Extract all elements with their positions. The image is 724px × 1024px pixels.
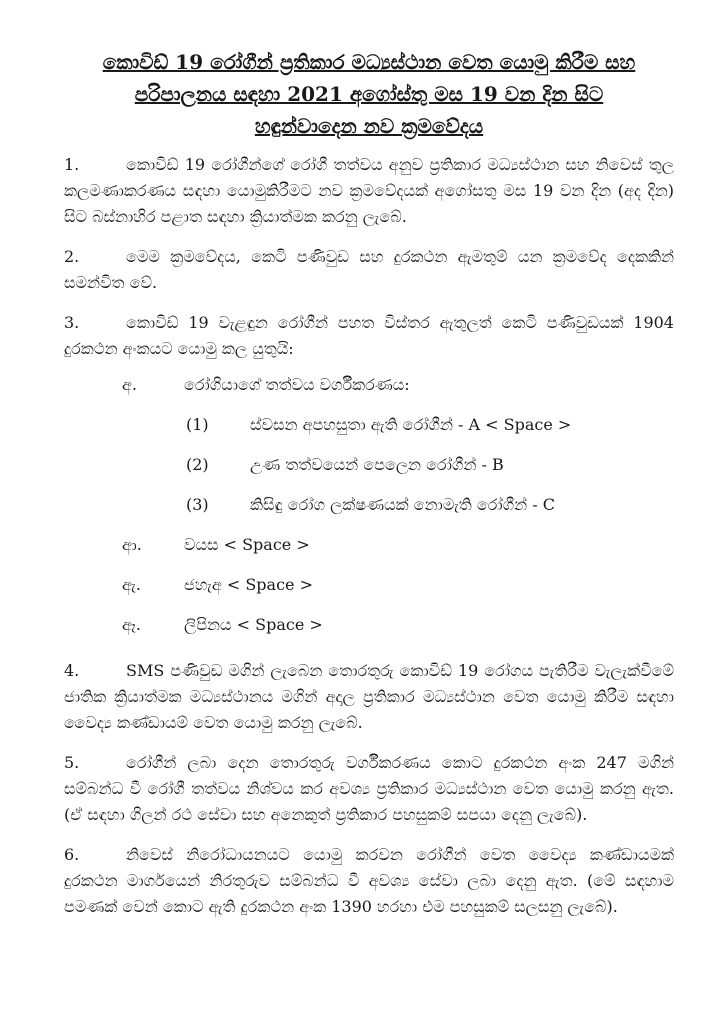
paragraph-number: 2.: [64, 247, 80, 266]
title-line-1: කොවිඩ් 19 රෝගීන් ප්‍රතිකාර මධ්‍යස්ථාන වෙත යොමු කිරීම සහ: [102, 50, 636, 74]
paragraph-number: 5.: [64, 753, 80, 772]
paragraph-number: 4.: [64, 661, 80, 680]
sub-list-item-text: උණ තත්වයෙන් පෙලෙන රෝගීන් - B: [250, 455, 504, 474]
document-title: [64, 46, 674, 142]
paragraph-6: [64, 842, 674, 920]
category-item-a: [64, 412, 674, 452]
paragraph-text: මෙම ක්‍රමවේදය, කෙටි පණිවුඩ සහ දුරකථන ඇමතුම් යන ක්‍රමවේද දෙකකින් සමන්විත වේ.: [64, 247, 674, 292]
list-item-text: රෝගියාගේ තත්වය වර්ගීකරණය:: [184, 375, 410, 394]
paragraph-text: කොවිඩ් 19 වැළඳුන රෝගීන් පහත විස්තර ඇතුලත් කෙටි පණිවුඩයක් 1904 දුරකථන අංකයට යොමු කල යුතුයි:: [64, 313, 674, 358]
list-item: [64, 572, 674, 612]
list-marker: ඇ.: [122, 575, 141, 594]
paragraph-text: රෝගීන් ලබා දෙන තොරතුරු වර්ගීකරණය කොට දුරකථන අංක 247 මගින් සම්බන්ධ වී රෝගී තත්වය නිශ්වය කර අවශ්‍ය ප්‍රතිකාර මධ්‍යස්ථාන වෙත යොමු කරනු ඇත. (ඒ සඳහා ගිලන් රථ සේවා සහ අනෙකුත් ප්‍රතිකාර පහසුකම් සපයා දෙනු ලැබේ).: [64, 753, 674, 824]
sub-list-marker: (2): [186, 455, 209, 474]
list-item: [64, 532, 674, 572]
paragraph-text: SMS පණිවුඩ මගින් ලැබෙන තොරතුරු කොවිඩ් 19 රෝගය පැතිරීම වැලැක්වීමේ ජාතික ක්‍රියාත්මක මධ්‍යස්ථානය මගින් අදාල ප්‍රතිකාර මධ්‍යස්ථාන වෙත යොමු කිරීම සඳහා වෛද්‍ය කණ්ඩායම් වෙත යොමු කරනු ලැබේ.: [64, 661, 674, 732]
sms-details-list: [64, 372, 674, 652]
paragraph-3: [64, 310, 674, 362]
paragraph-4: [64, 658, 674, 736]
sub-list-marker: (1): [186, 415, 209, 434]
sub-list-marker: (3): [186, 495, 209, 514]
paragraph-number: 6.: [64, 845, 80, 864]
title-line-2: පරිපාලනය සඳහා 2021 අගෝස්තු මස 19 වන දින සිට: [134, 82, 604, 106]
list-item-text: ජහැඅ < Space >: [184, 575, 313, 594]
paragraph-number: 1.: [64, 155, 80, 174]
list-item-text: වයස < Space >: [184, 535, 310, 554]
title-line-3: හඳුන්වාදෙන නව ක්‍රමවේදය: [254, 114, 484, 138]
paragraph-number: 3.: [64, 313, 80, 332]
paragraph-text: නිවෙස් නිරෝධායනයට යොමු කරවන රෝගීන් වෙත වෛද්‍ය කණ්ඩායමක් දුරකථන මාර්ගයෙන් නිරතුරුව සම්බන්ධ වී අවශ්‍ය සේවා ලබා දෙනු ඇත. (මේ සඳහාම පමණක් වෙන් කොට ඇති දුරකථන අංක 1390 හරහා එම පහසුකම් සලසනු ලැබේ).: [64, 845, 674, 916]
list-marker: ආ.: [122, 535, 142, 554]
paragraph-text: කොවිඩ් 19 රෝගීන්ගේ රෝගී තත්වය අනුව ප්‍රතිකාර මධ්‍යස්ථාන සහ නිවෙස් තුල කලමණාකරණය සඳහා යොමුකිරීමට නව ක්‍රමවේදයක් අගෝසතු මස 19 වන දින (අද දින) සිට බස්නාහිර පළාත සඳහා ක්‍රියාත්මක කරනු ලැබේ.: [64, 155, 674, 226]
category-item-c: [64, 492, 674, 532]
list-marker: අ.: [122, 375, 137, 394]
list-item: [64, 372, 674, 412]
paragraph-1: [64, 152, 674, 230]
sub-list-item-text: කිසිඳු රෝග ලක්ෂණයක් නොමැති රෝගීන් - C: [250, 495, 555, 514]
paragraph-5: [64, 750, 674, 828]
sub-list-item-text: ස්වසන අපහසුතා ඇති රෝගීන් - A < Space >: [250, 415, 572, 434]
list-item: [64, 612, 674, 652]
list-marker: ඈ.: [122, 615, 141, 634]
paragraph-2: [64, 244, 674, 296]
category-item-b: [64, 452, 674, 492]
list-item-text: ලිපිනය < Space >: [184, 615, 323, 634]
